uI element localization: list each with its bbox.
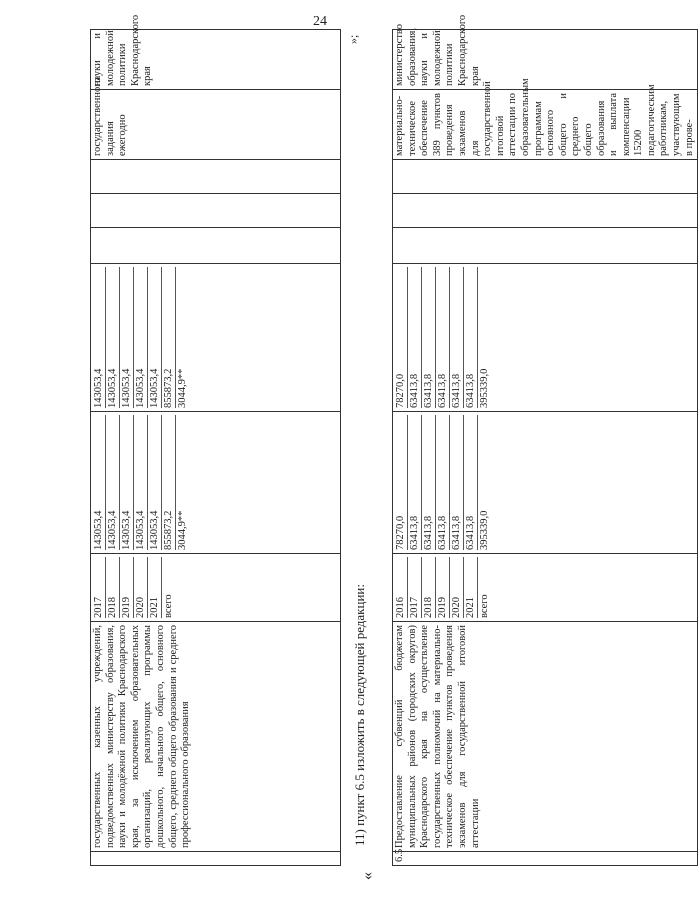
amount-cell: 143053,4 (120, 415, 134, 550)
year-cell: 2020 (134, 557, 148, 618)
amount-cell: 63413,8 (436, 267, 450, 408)
amount-cell: 143053,4 (148, 267, 162, 408)
local-budget-cell (91, 194, 341, 228)
item-number-cell (91, 852, 341, 866)
amount-cell: 63413,8 (422, 415, 436, 550)
amount-cell: 143053,4 (148, 415, 162, 550)
amount-cell: 143053,4 (134, 415, 148, 550)
item-description: государственных казенных учреждений, подведомственных министерству образования, науки и молодёжной политики Краснодарского края, за исключением образовательных организаций, реализующих программы дошкольного, начального общего, основного общего, среднего общего образования и среднего профессионального образования (91, 622, 341, 852)
amount-cell: 143053,4 (92, 267, 106, 408)
amount-cell: 143053,4 (92, 415, 106, 550)
federal-budget-cell (91, 228, 341, 264)
amount-cell: 143053,4 (134, 267, 148, 408)
result-cell: материально-техническое обеспечение 389 пунктов проведения экзаменов для государственной итоговой аттестации по образовательным программам основного общего и среднего общего образования и выплата компенсации 15200 педагогическим работникам, участвующим в прове- (393, 90, 698, 160)
executor-cell: науки и молодежной политики Краснодарского края (91, 30, 341, 90)
regional-budget-column (91, 264, 341, 412)
local-budget-cell (393, 194, 698, 228)
amount-cell: 63413,8 (450, 415, 464, 550)
other-sources-cell (393, 160, 698, 194)
year-cell: 2019 (120, 557, 134, 618)
year-cell: всего (163, 594, 174, 618)
years-column (393, 554, 698, 622)
amount-cell: 395339,0 (479, 510, 490, 550)
item-number-cell: 6.5 (393, 852, 698, 866)
amount-cell: 3044,9** (177, 510, 188, 550)
opening-quote: « (359, 872, 376, 880)
year-cell: 2017 (92, 557, 106, 618)
item-description: Предоставление субвенций бюджетам муниципальных районов (городских округов) Краснодарского края на осуществление государственных полномочий на материально-техническое обеспечение пунктов проведения экзаменов для государственной итоговой аттестации (393, 622, 698, 852)
amount-cell: 63413,8 (408, 415, 422, 550)
executor-cell: министерство образования, науки и молодежной политики Краснодарского края (393, 30, 698, 90)
amount-cell: 63413,8 (464, 267, 478, 408)
amount-cell: 78270,0 (394, 267, 408, 408)
total-budget-column (393, 412, 698, 554)
year-cell: 2016 (394, 557, 408, 618)
amount-cell: 63413,8 (422, 267, 436, 408)
amount-cell: 143053,4 (106, 415, 120, 550)
amount-cell: 143053,4 (106, 267, 120, 408)
year-cell: 2019 (436, 557, 450, 618)
amount-cell: 395339,0 (479, 368, 490, 408)
other-sources-cell (91, 160, 341, 194)
year-cell: 2021 (148, 557, 162, 618)
years-column (91, 554, 341, 622)
amount-cell: 63413,8 (464, 415, 478, 550)
amount-cell: 63413,8 (436, 415, 450, 550)
year-cell: 2020 (450, 557, 464, 618)
result-cell: государственного задания ежегодно (91, 90, 341, 160)
year-cell: 2021 (464, 557, 478, 618)
year-cell: 2018 (422, 557, 436, 618)
closing-mark: »; (346, 34, 360, 44)
amount-cell: 855873,2 (162, 415, 176, 550)
regional-budget-column (393, 264, 698, 412)
federal-budget-cell (393, 228, 698, 264)
amount-cell: 3044,9** (177, 368, 188, 408)
amount-cell: 78270,0 (394, 415, 408, 550)
amendment-text: 11) пункт 6.5 изложить в следующей редакции: (352, 584, 367, 846)
year-cell: всего (479, 594, 490, 618)
amount-cell: 855873,2 (162, 267, 176, 408)
total-budget-column (91, 412, 341, 554)
year-cell: 2017 (408, 557, 422, 618)
amount-cell: 63413,8 (408, 267, 422, 408)
amount-cell: 63413,8 (450, 267, 464, 408)
page-number: 24 (313, 14, 327, 29)
year-cell: 2018 (106, 557, 120, 618)
amount-cell: 143053,4 (120, 267, 134, 408)
item-6-5-table (392, 14, 698, 866)
